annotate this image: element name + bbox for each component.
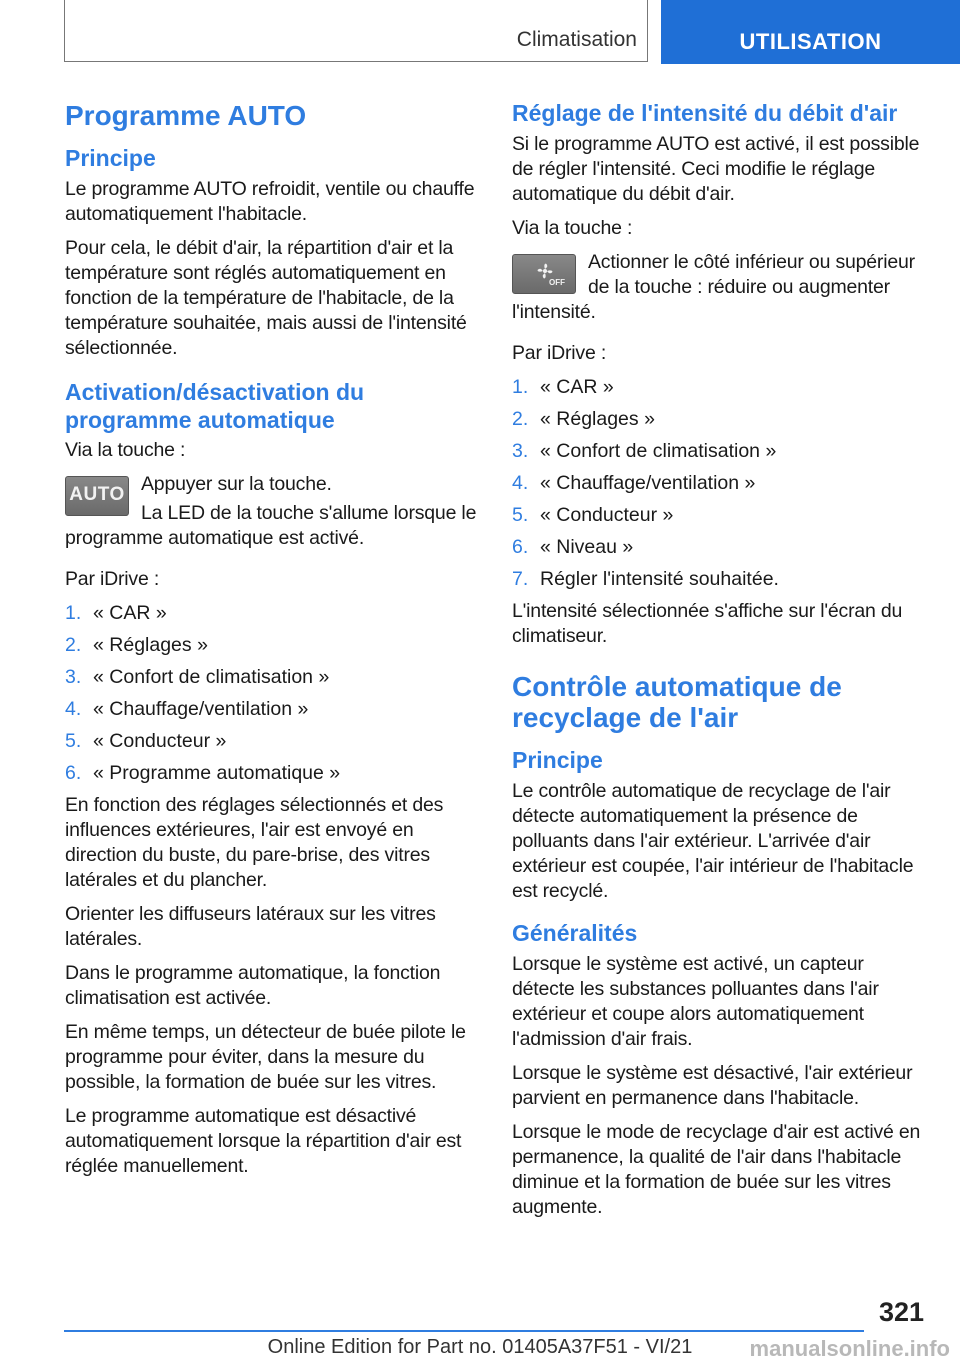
body-paragraph: Lorsque le système est désactivé, l'air extérieur parvient en permanence dans l'habitacle. (512, 1061, 913, 1109)
off-label: OFF (549, 277, 565, 287)
right-column (512, 100, 928, 1229)
recycle-title: Contrôle automatique de recyclage de l'air (512, 670, 842, 733)
footer-edition: Online Edition for Part no. 01405A37F51 - VI/21 (267, 1336, 693, 1358)
left-column (65, 100, 480, 1188)
list-item: 6. « Programme automatique » (65, 762, 341, 785)
list-item: 5. « Conducteur » (65, 730, 227, 753)
via-touche-label: Via la touche : (512, 216, 633, 239)
list-item: 6. « Niveau » (512, 535, 634, 558)
generalites-heading: Généralités (512, 919, 638, 946)
list-item: 5. « Conducteur » (512, 503, 674, 526)
list-item: 4. « Chauffage/ventilation » (512, 471, 756, 494)
right-steps-list (512, 375, 928, 592)
left-steps-list (65, 601, 480, 786)
auto-button-block (65, 472, 480, 555)
body-paragraph: Le programme automatique est désactivé automatiquement lorsque la répartition d'air est réglée manuellement. (65, 1105, 462, 1178)
auto-button-label: AUTO (69, 484, 125, 506)
header-chapter-tab: UTILISATION (661, 0, 960, 64)
via-touche-label: Via la touche : (65, 439, 186, 462)
press-instruction: Appuyer sur la touche. (141, 473, 332, 496)
watermark: manualsonline.info (749, 1336, 950, 1361)
programme-auto-title: Programme AUTO (65, 100, 307, 131)
principe-heading: Principe (512, 747, 603, 774)
body-paragraph: Dans le programme automatique, la fonction climatisation est activée. (65, 962, 441, 1010)
fan-button-block (512, 250, 928, 329)
list-item: 3. « Confort de climatisation » (65, 666, 330, 689)
activation-heading: Activation/désactivation du programme automatique (65, 378, 365, 433)
principe-heading: Principe (65, 145, 156, 172)
principe-paragraph-2: Pour cela, le débit d'air, la répartition d'air et la température sont réglés automatiquement en fonction de la température de l'habitacle, de la température souhaitée, mais aussi de l'intensité sélectionnée. (65, 236, 467, 359)
par-idrive-label: Par iDrive : (512, 341, 607, 364)
led-description: La LED de la touche s'allume lorsque le programme automatique est activé. (65, 502, 477, 550)
footer-rule (64, 1330, 864, 1332)
par-idrive-label: Par iDrive : (65, 568, 160, 591)
list-item: 7. Régler l'intensité souhaitée. (512, 567, 779, 590)
page-number: 321 (878, 1297, 924, 1327)
list-item: 2. « Réglages » (512, 407, 655, 430)
intensity-heading: Réglage de l'intensité du débit d'air (512, 100, 898, 126)
body-paragraph: Lorsque le mode de recyclage d'air est activé en permanence, la qualité de l'air dans l'habitacle diminue et la formation de buée sur les vitres augmente. (512, 1120, 921, 1218)
body-paragraph: En même temps, un détecteur de buée pilote le programme pour éviter, dans la mesure du possible, la formation de buée sur les vitres. (65, 1021, 466, 1094)
list-item: 1. « CAR » (65, 602, 167, 625)
body-paragraph: En fonction des réglages sélectionnés et des influences extérieures, l'air est envoyé en direction du buste, du pare-brise, des vitres latérales et du plancher. (65, 794, 444, 892)
intensity-paragraph-2: L'intensité sélectionnée s'affiche sur l'écran du climatiseur. (512, 599, 903, 647)
header-section-title: Climatisation (516, 28, 637, 51)
fan-button-icon (512, 254, 576, 294)
list-item: 1. « CAR » (512, 375, 614, 398)
body-paragraph: Lorsque le système est activé, un capteur détecte les substances polluantes dans l'air extérieur et coupe alors automatiquement l'admission d'air frais. (512, 952, 879, 1050)
header-frame (64, 0, 648, 62)
principe-paragraph-1: Le programme AUTO refroidit, ventile ou chauffe automatiquement l'habitacle. (65, 177, 475, 225)
list-item: 2. « Réglages » (65, 634, 208, 657)
list-item: 4. « Chauffage/ventilation » (65, 698, 309, 721)
fan-instruction: Actionner le côté inférieur ou supérieur de la touche : réduire ou augmenter l'intensité. (512, 250, 915, 323)
auto-button-icon (65, 476, 129, 516)
body-paragraph: Orienter les diffuseurs latéraux sur les vitres latérales. (65, 903, 436, 951)
principe-paragraph: Le contrôle automatique de recyclage de l'air détecte automatiquement la présence de polluants dans l'air extérieur. L'arrivée d'air extérieur est coupée, l'air intérieur de l'habitacle est recyclé. (512, 779, 914, 902)
intensity-paragraph-1: Si le programme AUTO est activé, il est possible de régler l'intensité. Ceci modifie le réglage automatique du débit d'air. (512, 132, 920, 205)
list-item: 3. « Confort de climatisation » (512, 439, 777, 462)
